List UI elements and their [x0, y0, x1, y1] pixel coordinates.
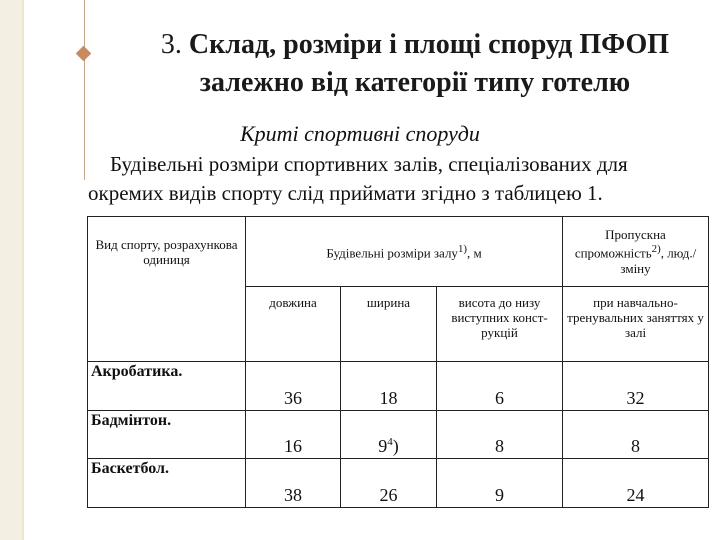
sports-dimensions-table [87, 216, 709, 508]
decorative-line [84, 0, 85, 180]
side-band-edge [22, 0, 24, 540]
row-length: 36 [246, 362, 341, 411]
header-dimensions [246, 217, 563, 287]
page-title [120, 26, 710, 102]
title-line1: Склад, розміри і площі споруд ПФОП [188, 29, 670, 60]
table-row [88, 459, 709, 508]
row-width: 18 [341, 362, 437, 411]
subtitle: Криті спортивні споруди [240, 121, 480, 146]
row-capacity: 24 [563, 459, 709, 508]
title-line2: залежно від категорії типу готелю [199, 67, 631, 98]
side-band [0, 0, 22, 540]
row-height: 9 [437, 459, 563, 508]
table-row [88, 362, 709, 411]
row-width: 26 [341, 459, 437, 508]
header-capacity [563, 217, 709, 287]
title-number: 3. [160, 29, 182, 60]
row-capacity: 8 [563, 411, 709, 459]
row-capacity: 32 [563, 362, 709, 411]
row-width [341, 411, 437, 459]
row-sport: Баскетбол. [88, 459, 246, 508]
row-width-value: 9 [378, 436, 388, 456]
subheader-height: висота до низу виступних конст-рукцій [437, 287, 563, 362]
row-height: 6 [437, 362, 563, 411]
row-length: 38 [246, 459, 341, 508]
row-height: 8 [437, 411, 563, 459]
header-dimensions-footnote: 1) [457, 243, 467, 256]
diamond-bullet-icon [76, 46, 92, 62]
paragraph-line2: окремих видів спорту слід приймати згідно з таблицею 1. [88, 181, 603, 205]
header-capacity-unit: , люд./зміну [620, 245, 697, 276]
header-capacity-label: Пропускна спроможність [574, 227, 666, 261]
table-row [88, 411, 709, 459]
row-length: 16 [246, 411, 341, 459]
subheader-length: довжина [246, 287, 341, 362]
header-capacity-footnote: 2) [651, 243, 661, 256]
subheader-training: при навчально-тренувальних заняттях у залі [563, 287, 709, 362]
row-sport: Бадмінтон. [88, 411, 246, 459]
header-sport: Вид спорту, розрахункова одиниця [88, 217, 246, 362]
row-width-footnote: 4 [387, 436, 393, 448]
subheader-width: ширина [341, 287, 437, 362]
row-width-suffix: ) [392, 436, 399, 456]
paragraph-line1: Будівельні розміри спортивних залів, спеціалізованих для [110, 152, 628, 176]
header-dimensions-label: Будівельні розміри залу [326, 245, 458, 261]
header-dimensions-unit: , м [466, 245, 482, 261]
row-sport: Акробатика. [88, 362, 246, 411]
